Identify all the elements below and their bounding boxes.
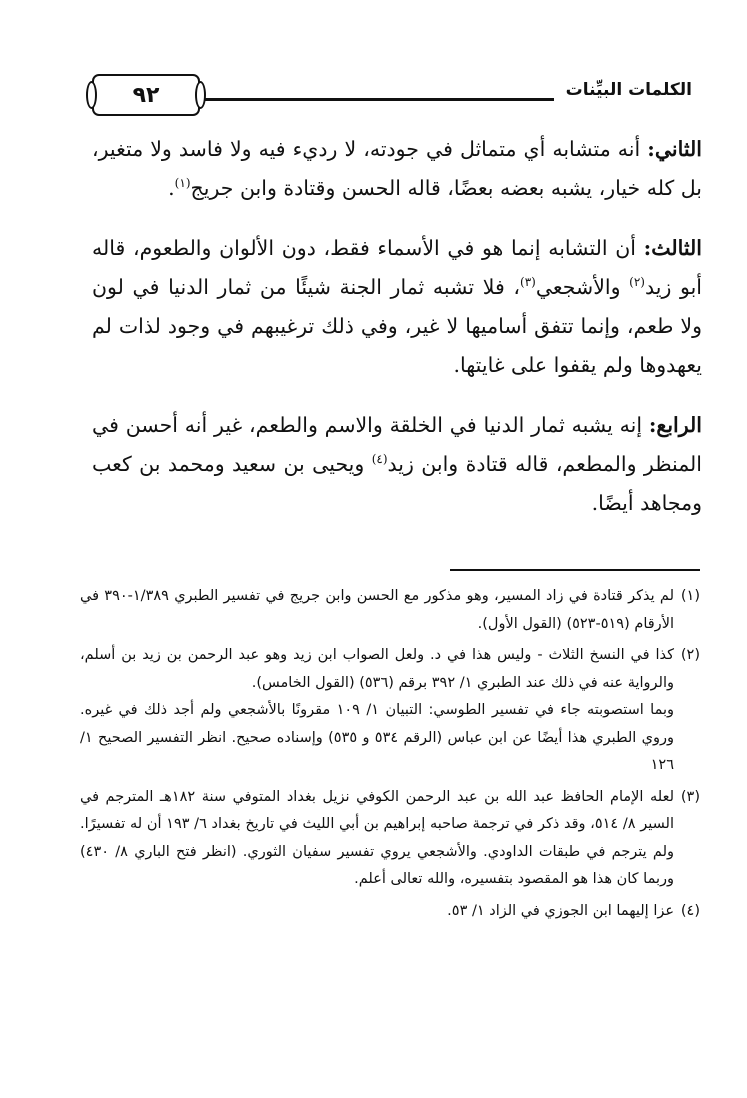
footnote-3 bbox=[80, 784, 700, 894]
footnote-2 bbox=[80, 642, 700, 780]
footnote-number: (٢) bbox=[680, 647, 700, 663]
footnote-1 bbox=[80, 583, 700, 638]
footnote-ref-1: (١) bbox=[174, 176, 191, 191]
footnote-ref-4: (٤) bbox=[371, 452, 388, 467]
footnote-number: (٣) bbox=[680, 788, 700, 805]
footnote-text: لعله الإمام الحافظ عبد الله بن عبد الرحمن الكوفي نزيل بغداد المتوفي سنة ١٨٢هـ المترجم في السير ٨/ ٥١٤، وقد ذكر في ترجمة صاحبه إبراهيم بن أبي الليث في تاريخ بغداد ٦/ ١٩٣ أن له تفسيرًا. ولم يترجم في طبقات الداودي. والأشجعي يروي تفسير سفيان الثوري. (انظر فتح الباري ٨/ ٤٣٠) وربما كان هذا هو المقصود بتفسيره، والله تعالى أعلم. bbox=[80, 788, 674, 887]
page-header bbox=[92, 74, 692, 116]
footnote-separator bbox=[450, 569, 700, 571]
book-title: الكلمات البيِّنات bbox=[565, 80, 692, 100]
footnote-text: وبما استصوبته جاء في تفسير الطوسي: التبيان ١/ ١٠٩ مقرونًا بالأشجعي ولم أجد ذلك في غيره. وروي الطبري هذا أيضًا عن ابن عباس (الرقم ٥٣٤ و ٥٣٥) وإسناده صحيح. انظر التفسير الصحيح ١/ ١٢٦ bbox=[80, 702, 674, 773]
paragraph-second-opinion: الثاني: أنه متشابه أي متماثل في جودته، لا رديء فيه ولا فاسد ولا متغير، بل كله خيار، يشبه بعضه بعضًا، قاله الحسن وقتادة وابن جريج$^{(١)}$. bbox=[92, 137, 702, 200]
footnote-number: (٤) bbox=[680, 902, 700, 919]
main-text bbox=[92, 130, 702, 544]
footnote-4 bbox=[80, 898, 700, 926]
footnote-ref-3: (٣) bbox=[520, 275, 536, 290]
footnotes bbox=[80, 583, 700, 929]
page-number-text: ٩٢ bbox=[132, 82, 160, 108]
paragraph-third-opinion: الثالث: أن التشابه إنما هو في الأسماء فقط، دون الألوان والطعوم، قاله أبو زيد$^{(٢)}$ والأشجعي$^{(٣)}$، فلا تشبه ثمار الجنة شيئًا من ثمار الدنيا في لون ولا طعم، وإنما تتفق أساميها لا غير، وفي ذلك ترغيبهم في وجود لذات لم يعهدوها ولم يقفوا على غايتها. bbox=[92, 236, 702, 377]
paragraph-fourth-opinion: الرابع: إنه يشبه ثمار الدنيا في الخلقة والاسم والطعم، غير أنه أحسن في المنظر والمطعم، قاله قتادة وابن زيد$^{(٤)}$ ويحيى بن سعيد ومحمد بن كعب ومجاهد أيضًا. bbox=[92, 413, 702, 515]
footnote-ref-2: (٢) bbox=[629, 275, 645, 290]
page-number bbox=[92, 74, 200, 116]
header-rule bbox=[202, 98, 554, 101]
footnote-number: (١) bbox=[680, 588, 700, 604]
footnote-text: كذا في النسخ الثلاث - وليس هذا في د. ولعل الصواب ابن زيد وهو عبد الرحمن بن زيد بن أسلم، والرواية عنه في ذلك عند الطبري ١/ ٣٩٢ برقم (٥٣٦) (القول الخامس). bbox=[80, 647, 674, 691]
footnote-text: لم يذكر قتادة في زاد المسير، وهو مذكور مع الحسن وابن جريج في تفسير الطبري ١/٣٨٩-٣٩٠ في الأرقام (٥١٩-٥٢٣) (القول الأول). bbox=[80, 588, 674, 632]
footnote-text: عزا إليهما ابن الجوزي في الزاد ١/ ٥٣. bbox=[447, 902, 674, 919]
